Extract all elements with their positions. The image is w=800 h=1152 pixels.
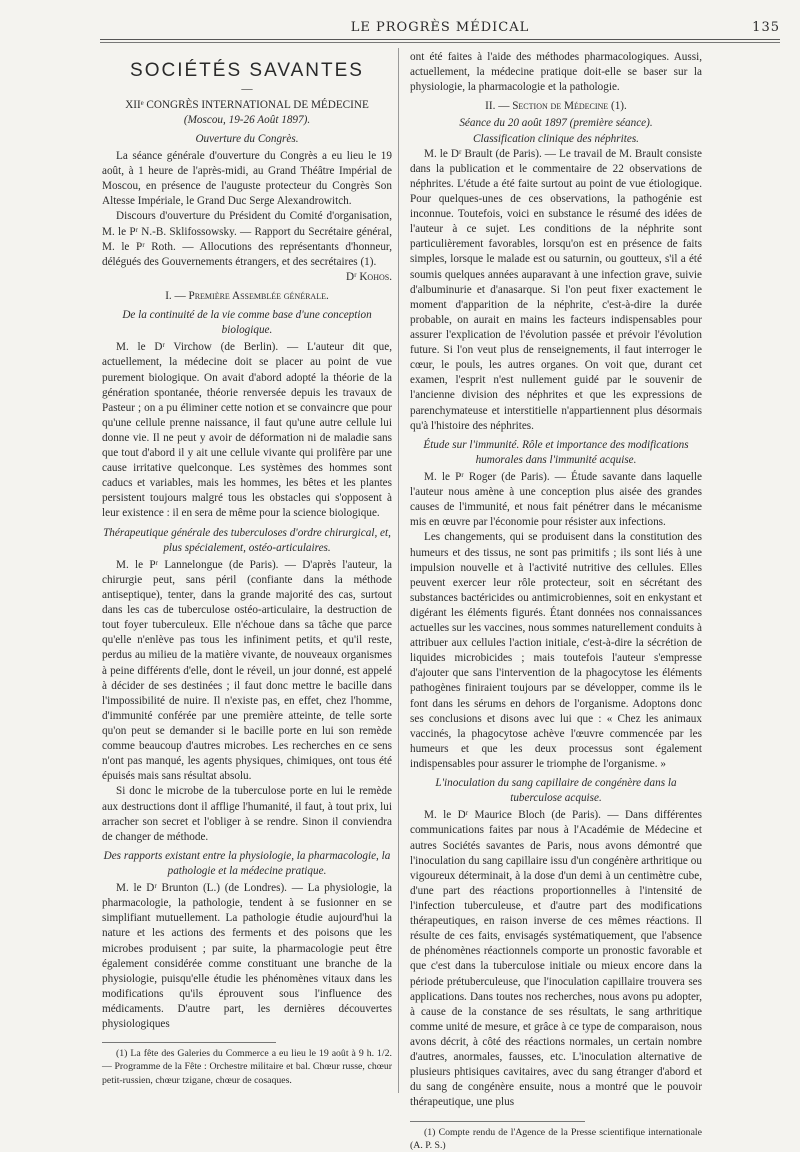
bloch-text: M. le Dʳ Maurice Bloch (de Paris). — Dans différentes communications faites par nous à l'Académie de Médecine et autres Sociétés savantes de Paris, nous avons démontré que l'inoculation du sang capillaire issu d'un congénère arthritique ou vigoureux déterminait, à la dose d'un demi à un centimètre cube, d'une part des réactions proportionnelles à l'intensité de l'infection tuberculeuse, et d'autre part des modifications thérapeutiques, en raison inverse de ces mêmes réactions. Il résulte de ces faits, envisagés systématiquement, que l'absence de phénomènes réactionnels comporte un pronostic favorable et que c'est dans la tuberculose initiale ou mieux encore dans la période prétuberculeuse, que l'inoculation capillaire trouvera ses applications. Dans toutes nos recherches, nous avons pu adopter, à cause de la constance de ses résultats, le sang arthritique comme unité de mesure, et grâce à ce type de comparaison, nous avons décrit, à côté des réactions normales, un certain nombre d'autres, anormales, fausses, etc. L'inoculation alternative de plusieurs phtisiques cavitaires, avec du sang étranger d'abord et du sang de congénère ensuite, nous a montré que le pouvoir thérapeutique, une plus [410, 809, 702, 1109]
lannelongue-title: Thérapeutique générale des tuberculoses d'ordre chirurgical, et, plus spécialement, ostéo-articulaires. [103, 526, 391, 554]
section2-heading: II. — Section de Médecine (1). [485, 100, 627, 113]
brault-text: M. le Dʳ Brault (de Paris). — Le travail de M. Brault consiste dans la publication et le commentaire de 22 observations de néphrites. L'étude a été faite surtout au point de vue étiologique. Pour quelques-unes de ces observations, la pathogénie est inconnue. Toutefois, voici en substance le résumé des idées de l'auteur à ce sujet. Les conditions de la néphrite sont particulièrement favorables, lorsqu'on est en présence de faits simples, lorsque le malade est ou saturnin, ou goutteux, s'il a été soumis quelques années auparavant à une infection grave, suivie d'albuminurie et d'anasarque. Si l'on peut fixer exactement le moment d'apparition de la néphrite, c'est-à-dire la durée probable, on aurait en mains les facteurs indispensables pour assurer l'explication de l'évolution passée et prévoir l'évolution future. Si l'on veut plus de renseignements, il faut interroger le cœur, le pouls, les autres organes. On voit que, durant cet examen, l'esprit n'est nullement guidé par le souvenir de l'ancienne division des néphrites et que les expressions de parenchymateuse et interstitielle n'appartiennent plus désormais qu'à l'histoire des néphrites. [410, 147, 702, 432]
brunton-title: Des rapports existant entre la physiologie, la pharmacologie, la pathologie et la médecine pratique. [103, 849, 391, 877]
journal-title: LE PROGRÈS MÉDICAL [350, 20, 530, 35]
left-footnote: (1) La fête des Galeries du Commerce a eu lieu le 19 août à 9 h. 1/2. — Programme de la Fête : Orchestre militaire et bal. Chœur russe, chœur petit-russien, chœur tzigane, chœur de cosaques. [102, 1048, 392, 1086]
opening-paragraph-1: La séance générale d'ouverture du Congrès a eu lieu le 19 août, à 1 heure de l'après-midi, au Grand Théâtre Impérial de Moscou, en présence de l'auguste protecteur du Congrès Son Altesse Impériale, le Grand Duc Serge Alexandrowitch. [102, 149, 392, 208]
page-number: 135 [752, 20, 780, 35]
section2-date: Séance du 20 août 1897 (première séance). [459, 117, 653, 130]
opening-paragraph-2: Discours d'ouverture du Président du Comité d'organisation, M. le Pʳ N.-B. Sklifossowsky. — Rapport du Secrétaire général, M. le Pʳ Roth. — Allocutions des représentants d'honneur, délégués des Gouvernements étrangers, et des secrétaires (1). [102, 210, 392, 268]
roger-title: Étude sur l'immunité. Rôle et importance des modifications humorales dans l'immunité acquise. [423, 438, 689, 466]
roger-text: M. le Pʳ Roger (de Paris). — Étude savante dans laquelle l'auteur nous amène à une conception plus aisée des grandes causes de l'immunité, et nous fait pénétrer dans le mécanisme mis en œuvre par l'économie pour résister aux infections. [410, 470, 702, 529]
title-dash: — [241, 82, 253, 95]
section-title: SOCIÉTÉS SAVANTES [130, 60, 364, 81]
opening-signature: Dʳ Kohos. [346, 270, 392, 283]
congress-title: XIIᵉ CONGRÈS INTERNATIONAL DE MÉDECINE [125, 98, 369, 111]
header-rule [100, 42, 780, 43]
virchow-title: De la continuité de la vie comme base d'une conception biologique. [122, 309, 372, 337]
assembly-heading: I. — Première Assemblée générale. [165, 289, 329, 302]
lannelongue-text: M. le Pʳ Lannelongue (de Paris). — D'après l'auteur, la chirurgie peut, sans péril (confiante dans la méthode antiseptique), tenter, dans la grande majorité des cas, surtout dans les cas de tuberculose ostéo-articulaire, la destruction de tout foyer tuberculeux. Elle n'échoue dans sa tâche que parce qu'elle n'enlève pas tous les infiniment petits, et qu'il reste, perdus au milieu de la matière vivante, de nouveaux organismes à peine différents d'elle, dont le réveil, un jour donné, est appelé à décider de ses destinées ; il faut donc mettre le bacille dans l'impossibilité de nuire. Il n'existe pas, en effet, chez l'homme, d'immunité conférée par une première atteinte, de telle sorte qu'on peut se demander si le bacille porte en lui son remède comme beaucoup d'autres microbes. Les recherches en ce sens n'ont pas manqué, les agents physiques, chimiques, ont tous été épuisés mais sans résultat absolu. [102, 558, 392, 783]
running-head [100, 20, 780, 40]
right-column [410, 50, 702, 1152]
brunton-text: M. le Dʳ Brunton (L.) (de Londres). — La physiologie, la pharmacologie, la pathologie, tendent à se fusionner en se simplifiant mutuellement. La pathologie étudie aujourd'hui la nature et les actions des ferments et des poisons que les microbes produisent ; par suite, la pharmacologie peut être également considérée comme constituant une branche de la physiologie, puisqu'elle étudie les phénomènes vitaux dans les modifications qu'ils éprouvent sous l'influence des médicaments. D'autre part, les dernières découvertes physiologiques [102, 882, 392, 1031]
lannelongue-text-2: Si donc le microbe de la tuberculose porte en lui le remède aux destructions dont il afflige l'humanité, il faut, à tout prix, lui arracher son secret et l'obliger à se rendre. Sinon il conviendra de changer de méthode. [102, 785, 392, 843]
footnote-rule [102, 1042, 276, 1043]
roger-text-2: Les changements, qui se produisent dans la constitution des humeurs et des tissus, ne sont pas primitifs ; ils sont liés à une impulsion nouvelle et à l'activité nutritive des cellules. Elles peuvent exercer leur rôle protecteur, soit en sécrétant des substances bactéricides ou antimicrobiennes, soit en enkystant et digérant les éléments figurés. Étant données nos connaissances actuelles sur les vaccines, nous sommes naturellement conduits à attribuer aux cellules l'action initiale, c'est-à-dire la sécrétion de liquides microbicides ; mais toutefois l'auteur s'empresse d'ajouter que sans l'intervention de la phagocytose les éléments pathogènes finiraient toujours par se développer, comme ils le font dans les sérums en dehors de l'organisme. Adoptons donc ses conclusions et disons avec lui que : « Chez les animaux vaccinés, la phagocytose achève l'œuvre commencée par les humeurs et que les deux processus sont également indispensables pour assurer le triomphe de l'organisme. » [410, 531, 702, 771]
footnote-rule [410, 1121, 585, 1122]
opening-heading: Ouverture du Congrès. [195, 132, 299, 145]
bloch-title: L'inoculation du sang capillaire de congénère dans la tuberculose acquise. [435, 777, 677, 805]
column-divider [398, 48, 399, 1093]
congress-place: (Moscou, 19-26 Août 1897). [183, 113, 311, 126]
brault-title: Classification clinique des néphrites. [473, 132, 639, 145]
right-footnote: (1) Compte rendu de l'Agence de la Presse scientifique internationale (A. P. S.) [410, 1126, 702, 1151]
virchow-text: M. le Dʳ Virchow (de Berlin). — L'auteur dit que, actuellement, la médecine doit se placer au point de vue purement biologique. On avait d'abord adopté la théorie de la génération spontanée, théorie renversée depuis les travaux de Pasteur ; on a pu éliminer cette notion et se convaincre que pour qu'une cellule prenne naissance, il faut qu'une autre cellule lui donne vie. Il ne peut y avoir de déformation ni de maladie sans que tout d'abord il y ait une cellule vivante qui prolifère par une cause irritative quelconque. Les systèmes des hommes sont caducs et variables, mais les hommes, les bêtes et les plantes persistent toujours malgré tous les obstacles qui s'opposent à leur existence : il en sera de même pour la science biologique. [102, 341, 392, 520]
left-column [102, 50, 392, 1087]
brunton-continuation: ont été faites à l'aide des méthodes pharmacologiques. Aussi, actuellement, la médecine pratique doit-elle se baser sur la physiologie, la pharmacologie et la pathologie. [410, 51, 702, 94]
